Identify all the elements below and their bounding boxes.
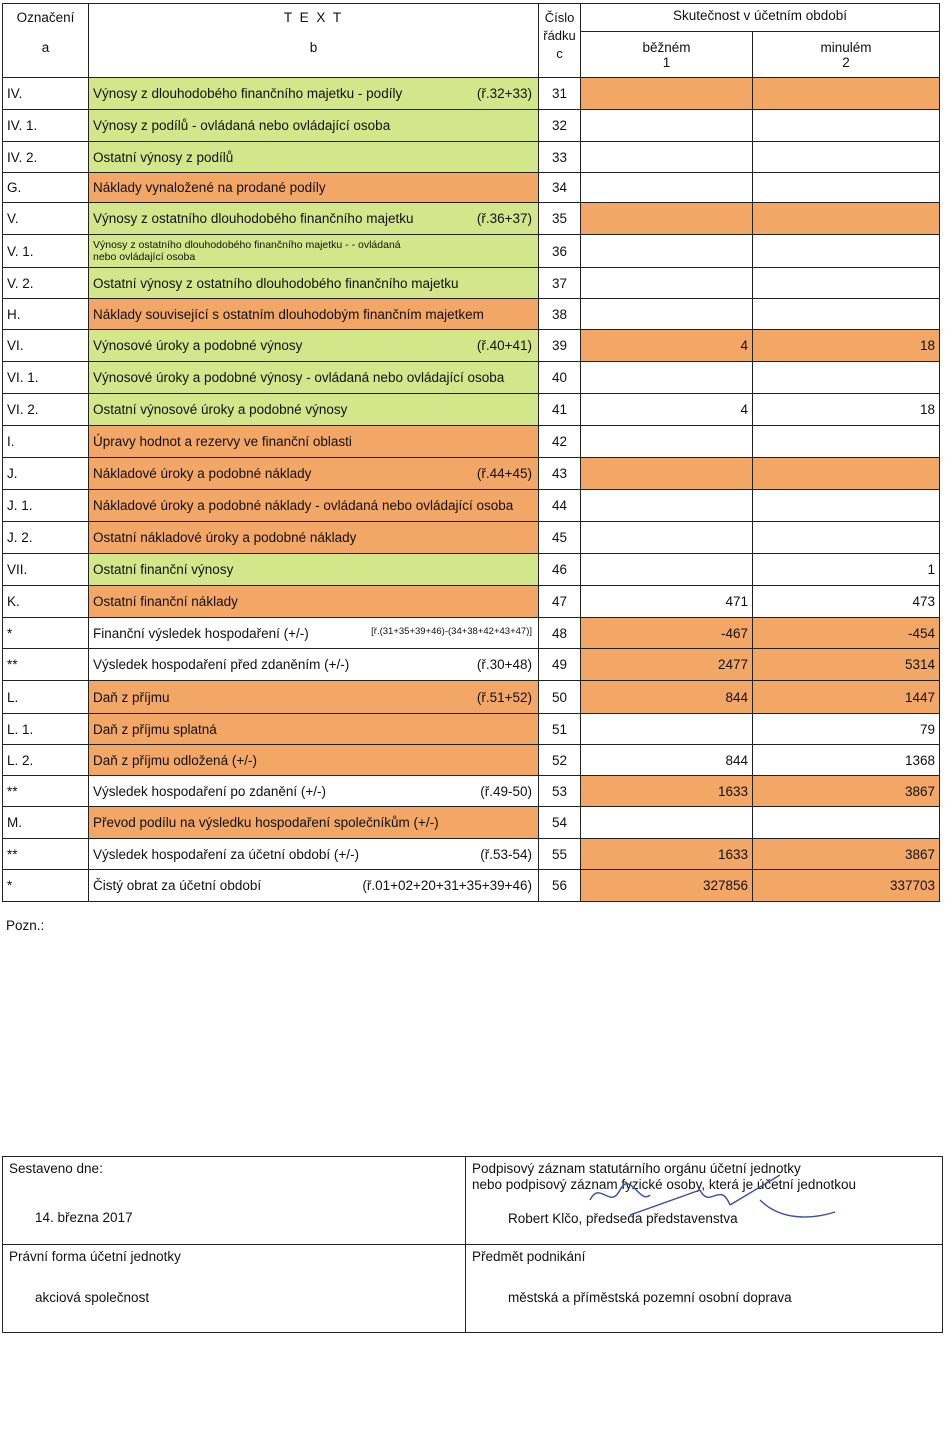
row-number: 43 [539, 458, 581, 490]
row-label: M. [3, 807, 89, 839]
row-text-cell [89, 618, 539, 649]
row-text-cell [89, 745, 539, 776]
row-text: Výnosy z ostatního dlouhodobého finančního majetku [93, 211, 414, 226]
row-text-cell [89, 554, 539, 586]
row-value-current: 4 [581, 394, 753, 426]
row-value-previous: 3867 [753, 839, 940, 870]
row-label: K. [3, 586, 89, 618]
row-formula: (ř.44+45) [476, 466, 532, 481]
row-label: VII. [3, 554, 89, 586]
row-value-previous [753, 173, 940, 203]
pozn-label: Pozn.: [6, 918, 45, 933]
row-label: ** [3, 649, 89, 681]
row-text: Výsledek hospodaření před zdaněním (+/-) [93, 657, 350, 672]
row-number: 51 [539, 714, 581, 745]
header-skutecnost: Skutečnost v účetním období [581, 4, 940, 32]
row-value-previous: 337703 [753, 870, 940, 902]
row-number: 46 [539, 554, 581, 586]
header-row-1 [3, 4, 940, 32]
row-text-cell [89, 235, 539, 268]
row-value-previous: -454 [753, 618, 940, 649]
row-text: Daň z příjmu [93, 689, 170, 705]
table-row [3, 203, 940, 235]
row-number: 45 [539, 522, 581, 554]
row-text: Finanční výsledek hospodaření (+/-) [93, 625, 309, 641]
table-row [3, 745, 940, 776]
header-text: T E X T b [89, 4, 539, 78]
row-label: IV. 1. [3, 110, 89, 142]
row-value-current: 844 [581, 681, 753, 714]
row-value-current [581, 490, 753, 522]
row-value-previous [753, 299, 940, 330]
table-row [3, 870, 940, 902]
row-value-current [581, 458, 753, 490]
row-label: J. 2. [3, 522, 89, 554]
row-text-cell [89, 173, 539, 203]
row-text-cell [89, 839, 539, 870]
row-value-current [581, 203, 753, 235]
row-text: Čistý obrat za účetní období [93, 878, 262, 893]
row-formula: (ř.32+33) [476, 86, 532, 101]
table-row [3, 458, 940, 490]
row-text: Výnosy z ostatního dlouhodobého finančního majetku - - ovládaná nebo ovládající osoba [93, 239, 401, 263]
row-label: H. [3, 299, 89, 330]
table-row [3, 714, 940, 745]
row-value-current [581, 362, 753, 394]
row-text-cell [89, 522, 539, 554]
row-number: 53 [539, 776, 581, 807]
row-text: Převod podílu na výsledku hospodaření společníkům (+/-) [93, 815, 439, 830]
sestaveno-cell [3, 1157, 466, 1245]
row-text: Ostatní výnosy z podílů [93, 149, 234, 165]
row-value-previous [753, 268, 940, 299]
row-formula: (ř.40+41) [476, 338, 532, 353]
pravni-value: akciová společnost [35, 1290, 150, 1305]
row-value-previous [753, 522, 940, 554]
row-text: Nákladové úroky a podobné náklady - ovládaná nebo ovládající osoba [93, 498, 514, 513]
row-value-current: 1633 [581, 839, 753, 870]
row-text-cell [89, 394, 539, 426]
row-value-current: 2477 [581, 649, 753, 681]
row-text-cell [89, 490, 539, 522]
row-label: V. 2. [3, 268, 89, 299]
header-minule: minulém 2 [753, 32, 940, 78]
row-text-cell [89, 268, 539, 299]
row-text-cell [89, 586, 539, 618]
row-value-current [581, 142, 753, 173]
row-label: I. [3, 426, 89, 458]
row-label: VI. [3, 330, 89, 362]
row-value-previous [753, 426, 940, 458]
row-text: Nákladové úroky a podobné náklady [93, 466, 312, 481]
row-value-previous [753, 490, 940, 522]
table-row [3, 173, 940, 203]
row-number: 34 [539, 173, 581, 203]
row-text-cell [89, 362, 539, 394]
row-text: Ostatní nákladové úroky a podobné náklady [93, 530, 357, 545]
table-row [3, 299, 940, 330]
row-value-previous: 3867 [753, 776, 940, 807]
row-text: Výnosy z podílů - ovládaná nebo ovládající osoba [93, 118, 391, 133]
row-value-previous [753, 142, 940, 173]
row-number: 37 [539, 268, 581, 299]
pravni-label: Právní forma účetní jednotky [9, 1249, 181, 1264]
row-label: J. [3, 458, 89, 490]
row-number: 56 [539, 870, 581, 902]
row-label: L. 2. [3, 745, 89, 776]
row-text-cell [89, 714, 539, 745]
row-formula: (ř.36+37) [476, 211, 532, 226]
podpis-label-2: nebo podpisový záznam fyzické osoby, která je účetní jednotkou [472, 1177, 856, 1192]
row-formula: (ř.01+02+20+31+35+39+46) [362, 878, 532, 893]
row-value-previous: 79 [753, 714, 940, 745]
table-row [3, 78, 940, 110]
row-value-previous: 1368 [753, 745, 940, 776]
row-label: VI. 1. [3, 362, 89, 394]
table-row [3, 807, 940, 839]
table-row [3, 394, 940, 426]
row-number: 47 [539, 586, 581, 618]
footer-row-2 [3, 1245, 943, 1333]
row-number: 50 [539, 681, 581, 714]
row-formula: (ř.51+52) [476, 689, 532, 705]
table-row [3, 776, 940, 807]
row-text-cell [89, 110, 539, 142]
row-value-previous: 1447 [753, 681, 940, 714]
row-value-current [581, 299, 753, 330]
row-number: 49 [539, 649, 581, 681]
row-label: G. [3, 173, 89, 203]
row-text-cell [89, 78, 539, 110]
table-row [3, 362, 940, 394]
row-value-current [581, 235, 753, 268]
row-value-current: 327856 [581, 870, 753, 902]
row-label: J. 1. [3, 490, 89, 522]
predmet-label: Předmět podnikání [472, 1249, 586, 1264]
row-text-cell [89, 142, 539, 173]
row-number: 42 [539, 426, 581, 458]
row-value-previous: 18 [753, 394, 940, 426]
row-number: 40 [539, 362, 581, 394]
row-label: L. [3, 681, 89, 714]
row-formula: (ř.49-50) [480, 783, 532, 799]
row-text-cell [89, 426, 539, 458]
row-label: ** [3, 776, 89, 807]
row-value-current [581, 78, 753, 110]
table-row [3, 490, 940, 522]
row-label: * [3, 870, 89, 902]
table-row [3, 426, 940, 458]
table-row [3, 618, 940, 649]
row-number: 35 [539, 203, 581, 235]
row-label: IV. 2. [3, 142, 89, 173]
table-row [3, 522, 940, 554]
sestaveno-value: 14. března 2017 [35, 1210, 133, 1225]
header-bezne: běžném 1 [581, 32, 753, 78]
row-number: 44 [539, 490, 581, 522]
row-value-previous: 5314 [753, 649, 940, 681]
row-text: Ostatní výnosy z ostatního dlouhodobého finančního majetku [93, 275, 459, 291]
row-text: Výsledek hospodaření za účetní období (+/-) [93, 846, 360, 862]
row-text: Výnosy z dlouhodobého finančního majetku - podíly [93, 86, 403, 101]
row-text: Úpravy hodnot a rezervy ve finanční oblasti [93, 434, 352, 449]
sestaveno-label: Sestaveno dne: [9, 1161, 103, 1176]
row-value-current [581, 522, 753, 554]
podpis-value: Robert Klčo, předseda představenstva [508, 1211, 738, 1226]
row-value-current [581, 268, 753, 299]
row-value-previous [753, 110, 940, 142]
row-value-previous [753, 362, 940, 394]
row-formula: (ř.53-54) [480, 846, 532, 862]
row-label: IV. [3, 78, 89, 110]
row-number: 33 [539, 142, 581, 173]
row-number: 38 [539, 299, 581, 330]
table-row [3, 268, 940, 299]
row-text-cell [89, 807, 539, 839]
table-row [3, 586, 940, 618]
row-formula: [ř.(31+35+39+46)-(34+38+42+43+47)] [371, 625, 532, 637]
row-label: VI. 2. [3, 394, 89, 426]
row-label: ** [3, 839, 89, 870]
row-text-cell [89, 649, 539, 681]
header-cislo: Číslo řádku c [539, 4, 581, 78]
row-number: 54 [539, 807, 581, 839]
row-formula: (ř.30+48) [476, 657, 532, 672]
podpis-label-1: Podpisový záznam statutárního orgánu účetní jednotky [472, 1161, 801, 1176]
row-value-current: 4 [581, 330, 753, 362]
row-label: V. 1. [3, 235, 89, 268]
header-oznaceni: Označení a [3, 4, 89, 78]
row-value-previous [753, 78, 940, 110]
row-text-cell [89, 458, 539, 490]
row-value-current: 844 [581, 745, 753, 776]
row-value-previous: 18 [753, 330, 940, 362]
row-text: Výsledek hospodaření po zdanění (+/-) [93, 783, 327, 799]
row-number: 31 [539, 78, 581, 110]
row-value-current [581, 426, 753, 458]
row-text: Ostatní výnosové úroky a podobné výnosy [93, 402, 348, 417]
row-number: 36 [539, 235, 581, 268]
row-value-current [581, 554, 753, 586]
row-number: 41 [539, 394, 581, 426]
row-text: Ostatní finanční výnosy [93, 562, 234, 577]
row-value-current: 1633 [581, 776, 753, 807]
table-row [3, 142, 940, 173]
signature-image [580, 1170, 840, 1230]
predmet-cell [466, 1245, 943, 1333]
row-label: V. [3, 203, 89, 235]
financial-table [2, 3, 940, 902]
row-number: 32 [539, 110, 581, 142]
row-value-previous [753, 203, 940, 235]
row-text-cell [89, 870, 539, 902]
row-value-current [581, 714, 753, 745]
row-text: Výnosové úroky a podobné výnosy - ovládaná nebo ovládající osoba [93, 370, 505, 385]
pravni-cell [3, 1245, 466, 1333]
row-text: Výnosové úroky a podobné výnosy [93, 338, 303, 353]
row-text-cell [89, 330, 539, 362]
table-row [3, 649, 940, 681]
row-value-previous [753, 807, 940, 839]
row-text-cell [89, 299, 539, 330]
row-value-previous [753, 235, 940, 268]
row-value-current [581, 807, 753, 839]
row-label: L. 1. [3, 714, 89, 745]
row-label: * [3, 618, 89, 649]
row-text-cell [89, 203, 539, 235]
row-text-cell [89, 776, 539, 807]
row-value-previous: 473 [753, 586, 940, 618]
table-row [3, 554, 940, 586]
row-text: Daň z příjmu odložená (+/-) [93, 752, 257, 768]
table-row [3, 681, 940, 714]
row-number: 39 [539, 330, 581, 362]
row-number: 48 [539, 618, 581, 649]
row-value-current: 471 [581, 586, 753, 618]
row-number: 52 [539, 745, 581, 776]
row-text: Náklady související s ostatním dlouhodobým finančním majetkem [93, 306, 484, 322]
row-text: Daň z příjmu splatná [93, 721, 217, 737]
row-value-previous: 1 [753, 554, 940, 586]
row-text: Náklady vynaložené na prodané podíly [93, 180, 326, 195]
row-text: Ostatní finanční náklady [93, 594, 238, 609]
row-value-previous [753, 458, 940, 490]
predmet-value: městská a příměstská pozemní osobní doprava [508, 1290, 792, 1305]
table-row [3, 235, 940, 268]
row-value-current [581, 173, 753, 203]
table-row [3, 330, 940, 362]
row-value-current: -467 [581, 618, 753, 649]
row-value-current [581, 110, 753, 142]
table-row [3, 839, 940, 870]
row-text-cell [89, 681, 539, 714]
row-number: 55 [539, 839, 581, 870]
table-row [3, 110, 940, 142]
